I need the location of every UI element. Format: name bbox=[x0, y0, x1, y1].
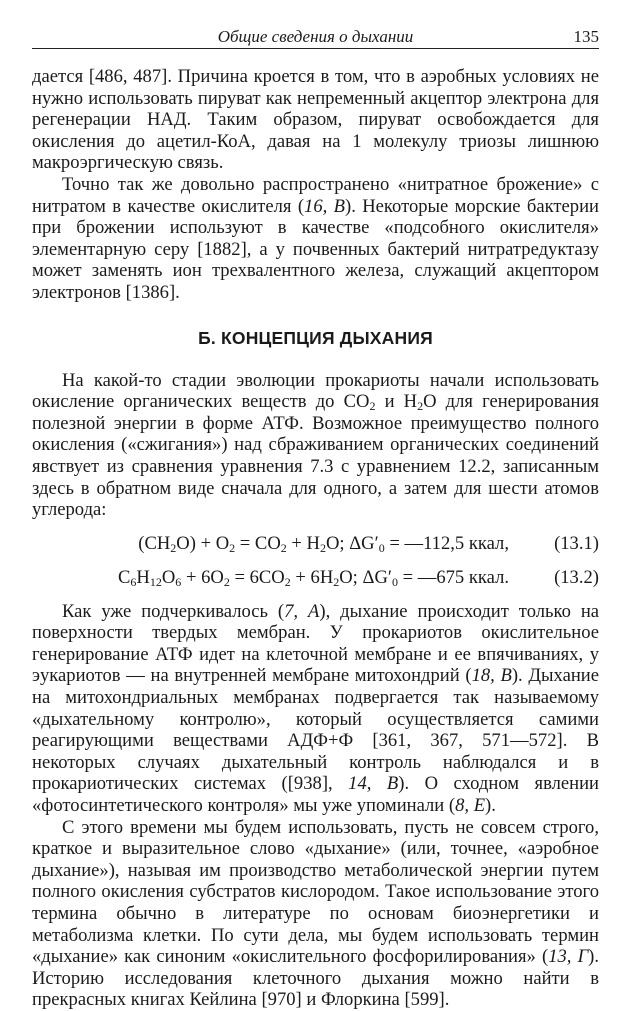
eq-subscript: 2 bbox=[280, 540, 287, 555]
eq-text: = CO bbox=[235, 532, 281, 554]
eq-subscript: 6 bbox=[130, 574, 137, 589]
eq-subscript: 0 bbox=[378, 540, 385, 555]
subscript: 2 bbox=[369, 399, 376, 414]
text-run: Как уже подчеркивалось ( bbox=[62, 600, 285, 622]
paragraph-nitrate-fermentation bbox=[32, 174, 599, 304]
eq-text: O) + O bbox=[176, 532, 230, 554]
text-run: ). bbox=[485, 795, 496, 817]
equation-formula bbox=[118, 561, 509, 595]
text-run: На какой-то стадии эволюции прокариоты начали использовать окисление органических веществ до CO bbox=[32, 369, 599, 413]
eq-text: + 6O bbox=[181, 566, 224, 588]
equation-number: (13.1) bbox=[554, 532, 599, 554]
text-run: ). Некоторые морские бактерии при брожении используют в качестве «подсобного окислителя» элементарную серу [1882], а у почвенных бактерий нитратредуктазу может заменять ион трехвалентного железа, служащий акцептором электронов [1386]. bbox=[32, 195, 599, 303]
text-run: ). Историю исследования клеточного дыхания можно найти в прекрасных книгах Кейлина [970] и Флоркина [599]. bbox=[32, 946, 600, 1011]
text-run: ), дыхание происходит только на поверхности твердых мембран. У прокариотов окислительное генерирование АТФ идет на клеточной мембране и ее впячиваниях, у эукариотов — на внутренней мембране митохондрий ( bbox=[32, 600, 600, 687]
eq-text: = —675 ккал. bbox=[397, 566, 509, 588]
text-run: ). Дыхание на митохондриальных мембранах подвергается так называемому «дыхательному контролю», который осуществляется самими реагирующими веществами АДФ+Ф [361, 367, 571—572]. В некоторых случаях дыхательный контроль наблюдался и в прокариотических системах ([938], bbox=[32, 665, 599, 795]
eq-subscript: 6 bbox=[175, 574, 182, 589]
eq-text: O; ΔG′ bbox=[325, 532, 379, 554]
equation-formula bbox=[138, 527, 509, 561]
cross-reference: 16, B bbox=[304, 195, 346, 217]
cross-reference: 8, E bbox=[455, 795, 486, 817]
text-run: С этого времени мы будем использовать, пусть не совсем строго, краткое и выразительное слово «дыхание» (или, точнее, «аэробное дыхание»), называя им производство метаболической энергии путем полного окисления субстратов кислородом. Такое использование этого термина обычно в литературе по основам биоэнергетики и метаболизма клетки. По сути дела, мы будем использовать термин «дыхание» как синоним «окислительного фосфорилирования» ( bbox=[32, 816, 599, 968]
text-run: ). О сходном явлении «фотосинтетического контроля» мы уже упоминали ( bbox=[32, 773, 599, 817]
eq-subscript: 2 bbox=[333, 574, 340, 589]
eq-text: C bbox=[118, 566, 131, 588]
paragraph-continued: дается [486, 487]. Причина кроется в том, что в аэробных условиях не нужно использовать пируват как непременный акцептор электрона для регенерации НАД. Таким образом, пируват освобождается для окисления до ацетил-КоА, давая на 1 молекулу триозы лишнюю макроэргическую связь. bbox=[32, 66, 599, 174]
eq-subscript: 2 bbox=[223, 574, 230, 589]
eq-text: + 6H bbox=[290, 566, 334, 588]
text-run: O для генерирования полезной энергии в форме АТФ. Возможное преимущество полного окисления («сжигания») над сбраживанием органических соединений явствует из сравнения уравнения 7.3 с уравнением 12.2, записанным здесь в обратном виде сначала для одного, а затем для шести атомов углерода: bbox=[32, 391, 599, 521]
eq-text: (CH bbox=[138, 532, 171, 554]
eq-subscript: 2 bbox=[319, 540, 326, 555]
cross-reference: 18, B bbox=[471, 665, 512, 687]
running-title: Общие сведения о дыхании bbox=[217, 27, 414, 46]
cross-reference: 13, Г bbox=[548, 946, 589, 968]
paragraph-term-usage bbox=[32, 817, 599, 1011]
cross-reference: 7, A bbox=[284, 600, 320, 622]
eq-subscript: 2 bbox=[170, 540, 177, 555]
subscript: 2 bbox=[417, 399, 424, 414]
equation-13-2 bbox=[32, 561, 599, 595]
eq-text: O; ΔG′ bbox=[339, 566, 392, 588]
eq-text: = 6CO bbox=[229, 566, 285, 588]
running-header bbox=[32, 26, 599, 49]
eq-text: + H bbox=[286, 532, 320, 554]
eq-subscript: 2 bbox=[284, 574, 291, 589]
eq-text: O bbox=[161, 566, 176, 588]
page-body bbox=[32, 66, 599, 1011]
equation-13-1 bbox=[32, 527, 599, 561]
cross-reference: 14, B bbox=[348, 773, 399, 795]
paragraph-membranes bbox=[32, 601, 599, 817]
text-run: и H bbox=[375, 391, 418, 413]
paragraph-respiration-concept bbox=[32, 370, 599, 521]
eq-subscript: 2 bbox=[229, 540, 236, 555]
eq-text: = —112,5 ккал, bbox=[384, 532, 509, 554]
equation-number: (13.2) bbox=[554, 566, 599, 588]
page-number: 135 bbox=[573, 27, 599, 46]
eq-subscript: 12 bbox=[149, 574, 162, 589]
eq-text: H bbox=[136, 566, 150, 588]
eq-subscript: 0 bbox=[391, 574, 398, 589]
text-run: Точно так же довольно распространено «нитратное брожение» с нитратом в качестве окислителя ( bbox=[32, 173, 599, 217]
section-heading: Б. КОНЦЕПЦИЯ ДЫХАНИЯ bbox=[198, 327, 433, 348]
